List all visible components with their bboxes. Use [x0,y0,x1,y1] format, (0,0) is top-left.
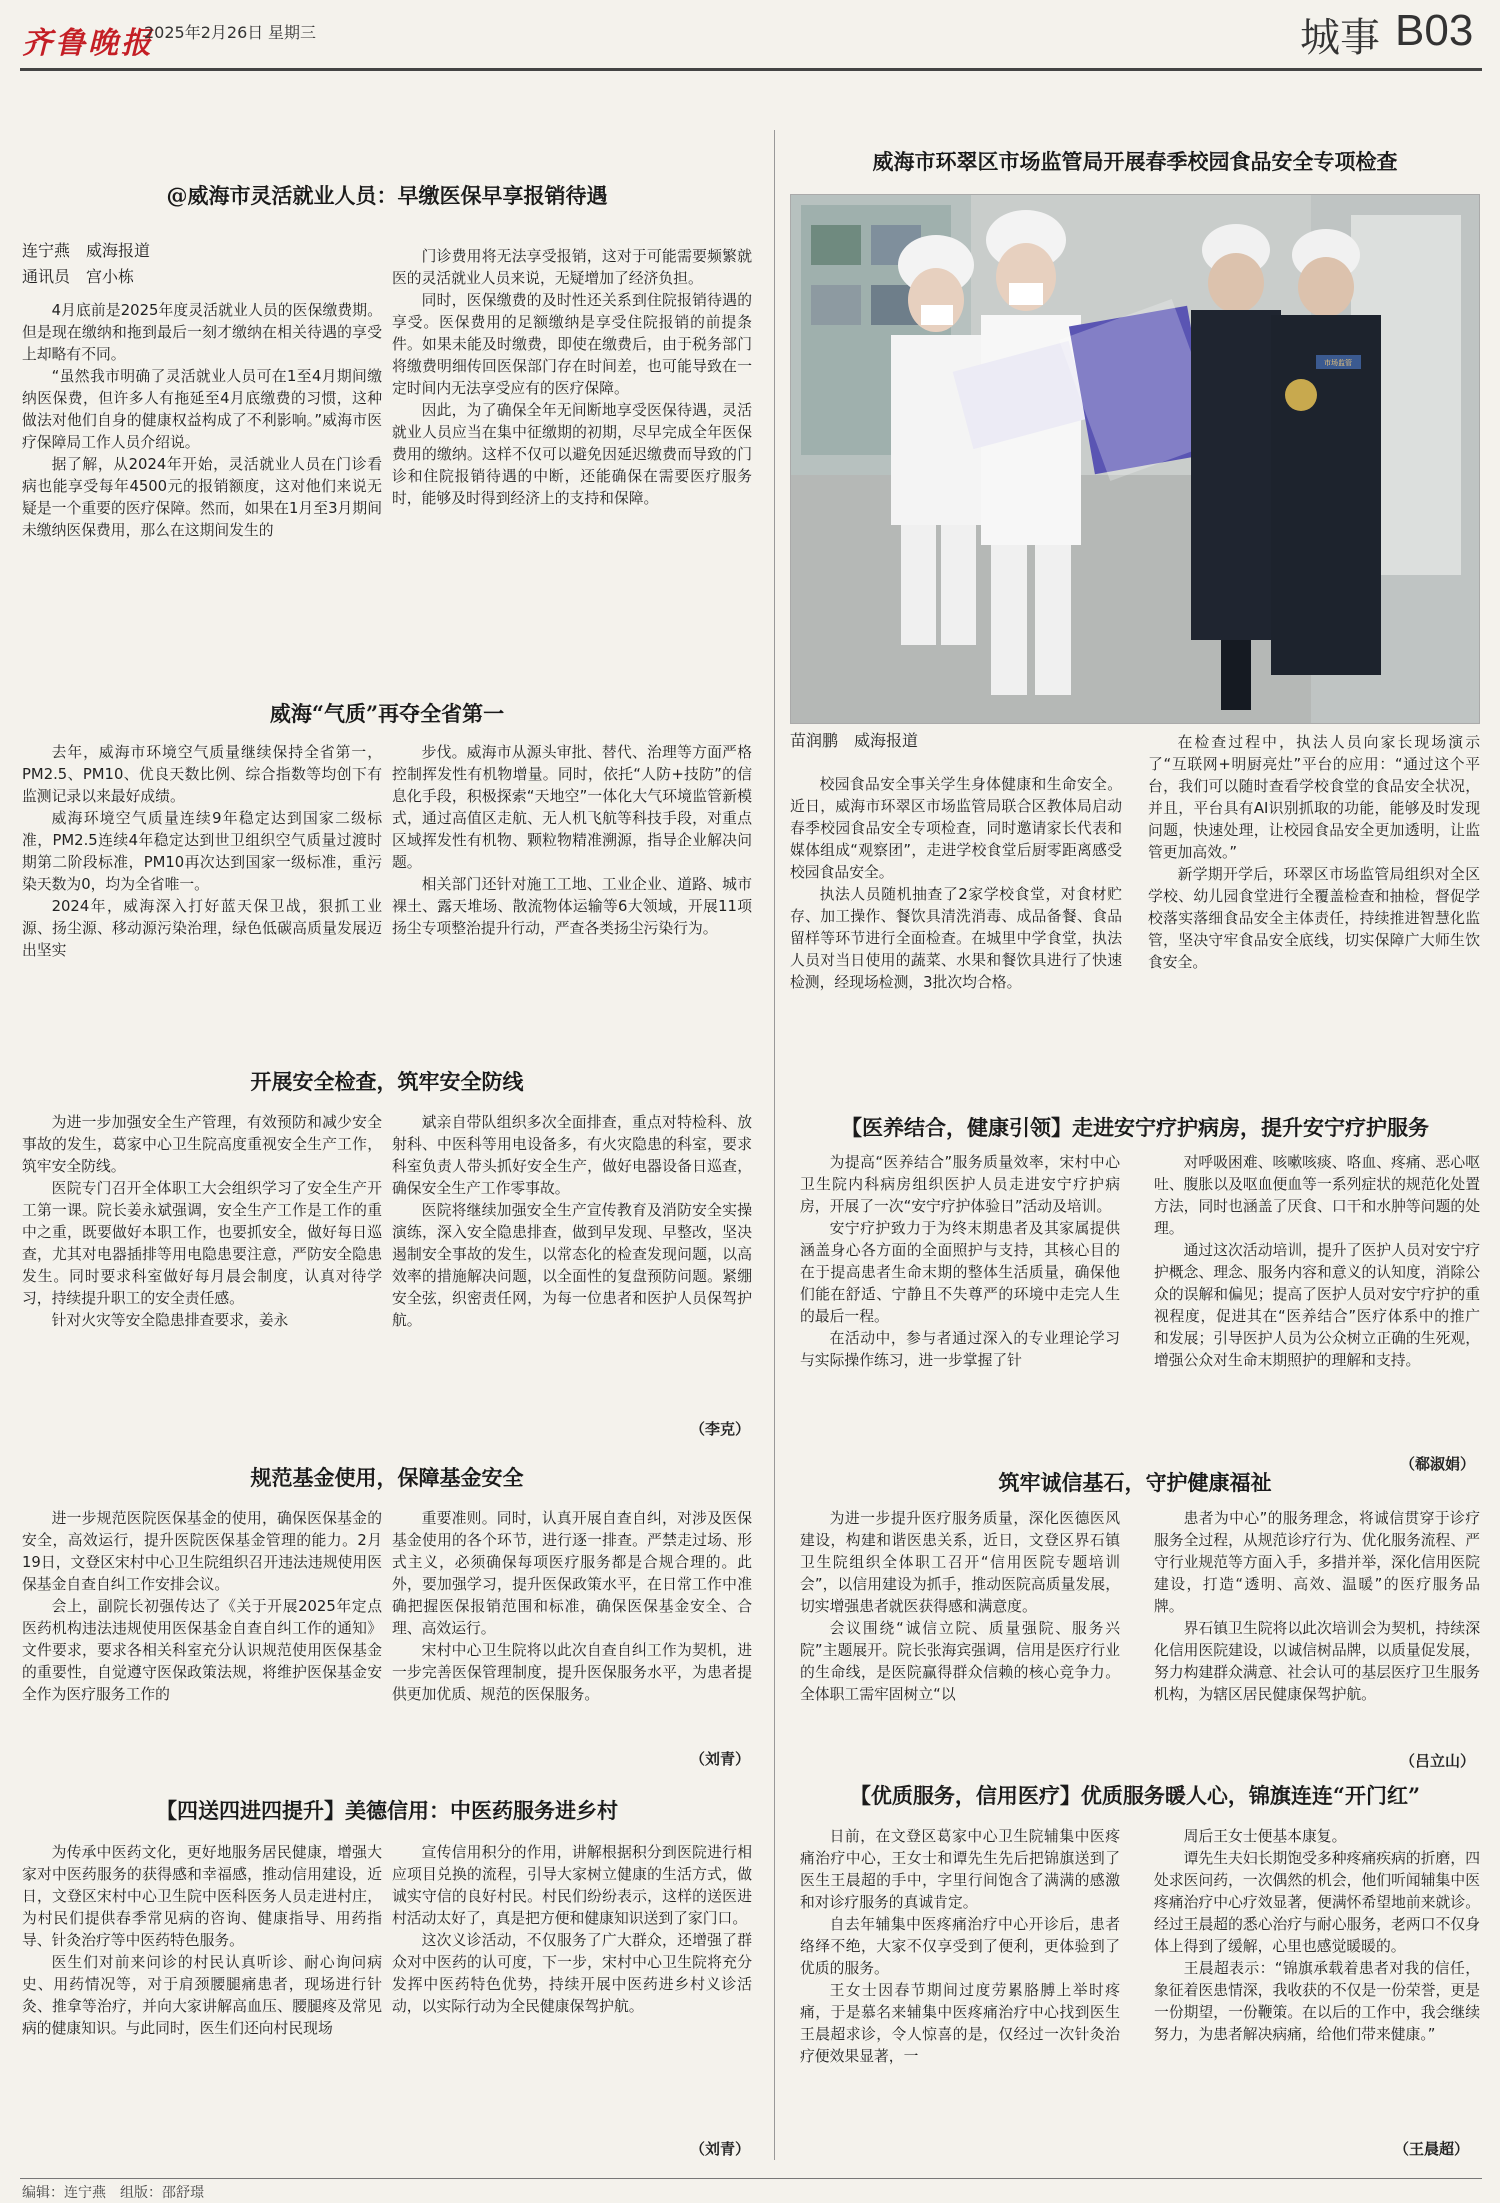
article-title: 【医养结合，健康引领】走进安宁疗护病房，提升安宁疗护服务 [841,1115,1429,1140]
article-signature: （李克） [690,1420,751,1438]
footer-credits: 编辑：连宁燕 组版：邵舒璟 [22,2185,204,2201]
article-column [392,742,752,1042]
paragraph: 会议围绕“诚信立院、质量强院、服务兴院”主题展开。院长张海宾强调，信用是医疗行业的生命线，是医院赢得群众信赖的核心竞争力。全体职工需牢固树立“以 [800,1620,1120,1703]
article-column [392,1508,752,1754]
article-signature: （刘青） [690,2140,751,2158]
paragraph: 为进一步提升医疗服务质量，深化医德医风建设，构建和谐医患关系，近日，文登区界石镇卫生院组织全体职工召开“信用医院专题培训会”，以信用建设为抓手，推动医院高质量发展，切实增强患者就医获得感和满意度。 [800,1510,1120,1615]
paragraph: “虽然我市明确了灵活就业人员可在1至4月期间缴纳医保费，但许多人有拖延至4月底缴费的习惯，这种做法对他们自身的健康权益构成了不利影响。”威海市医疗保障局工作人员介绍说。 [22,368,382,451]
article-column [392,246,752,640]
paragraph: 相关部门还针对施工工地、工业企业、道路、城市裸土、露天堆场、散流物体运输等6大领域，开展11项扬尘专项整治提升行动，严查各类扬尘污染行为。 [392,876,752,937]
article-signature: （王晨超） [1394,2140,1470,2158]
paragraph: 宋村中心卫生院将以此次自查自纠工作为契机，进一步完善医保管理制度，提升医保服务水平，为患者提供更加优质、规范的医保服务。 [392,1642,752,1703]
article-column [1148,732,1480,1062]
paragraph: 步伐。威海市从源头审批、替代、治理等方面严格控制挥发性有机物增量。同时，依托“人防+技防”的信息化手段，积极探索“天地空”一体化大气环境监管新模式，通过高值区走航、无人机飞航等科技手段，对重点区域挥发性有机物、颗粒物精准溯源，指导企业解决问题。 [392,744,752,871]
paragraph: 对呼吸困难、咳嗽咳痰、咯血、疼痛、恶心呕吐、腹胀以及呕血便血等一系列症状的规范化处置方法，同时也涵盖了厌食、口干和水肿等问题的处理。 [1154,1154,1480,1237]
byline-reporter: 苗润鹏 威海报道 [790,731,919,750]
paragraph: 去年，威海市环境空气质量继续保持全省第一，PM2.5、PM10、优良天数比例、综合指数等均创下有监测记录以来最好成绩。 [22,744,382,805]
article-title: 规范基金使用，保障基金安全 [250,1465,524,1490]
article-column [790,774,1122,1062]
paragraph: 日前，在文登区葛家中心卫生院辅集中医疼痛治疗中心，王女士和谭先生先后把锦旗送到了医生王晨超的手中，字里行间饱含了满满的感激和对诊疗服务的真诚肯定。 [800,1828,1120,1911]
paragraph: 王晨超表示：“锦旗承载着患者对我的信任，象征着医患情深，我收获的不仅是一份荣誉，更是一份期望，一份鞭策。在以后的工作中，我会继续努力，为患者解决病痛，给他们带来健康。” [1154,1960,1480,2043]
paragraph: 针对火灾等安全隐患排查要求，姜永 [51,1312,289,1329]
paragraph: 通过这次活动培训，提升了医护人员对安宁疗护概念、理念、服务内容和意义的认知度，消除公众的误解和偏见；提高了医护人员对安宁疗护的重视程度，促进其在“医养结合”医疗体系中的推广和发展；引导医护人员为公众树立正确的生死观，增强公众对生命末期照护的理解和支持。 [1154,1242,1480,1369]
paragraph: 界石镇卫生院将以此次培训会为契机，持续深化信用医院建设，以诚信树品牌，以质量促发展，努力构建群众满意、社会认可的基层医疗卫生服务机构，为辖区居民健康保驾护航。 [1154,1620,1480,1703]
article-column [1154,1826,1480,2138]
paragraph: 为传承中医药文化，更好地服务居民健康，增强大家对中医药服务的获得感和幸福感，推动信用建设，近日，文登区宋村中心卫生院中医科医务人员走进村庄，为村民们提供春季常见病的咨询、健康指导、用药指导、针灸治疗等中医药特色服务。 [22,1844,382,1949]
column-divider [774,130,775,2160]
paragraph: 周后王女士便基本康复。 [1183,1828,1347,1845]
paragraph: 这次义诊活动，不仅服务了广大群众，还增强了群众对中医药的认可度，下一步，宋村中心卫生院将充分发挥中医药特色优势，持续开展中医药进乡村义诊活动，以实际行动为全民健康保驾护航。 [392,1932,752,2015]
article-column [22,1842,382,2160]
paragraph: 威海环境空气质量连续9年稳定达到国家二级标准，PM2.5连续4年稳定达到世卫组织空气质量过渡时期第二阶段标准，PM10再次达到国家一级标准，重污染天数为0，均为全省唯一。 [22,810,382,893]
article-title: 【四送四进四提升】美德信用：中医药服务进乡村 [156,1798,618,1823]
article-column [800,1152,1120,1474]
article-column [800,1508,1120,1768]
article-title: 开展安全检查，筑牢安全防线 [250,1069,524,1094]
article-signature: （郗淑娟） [1400,1455,1476,1473]
badge-text: 市场监管 [1324,359,1352,367]
paragraph: 在检查过程中，执法人员向家长现场演示了“互联网+明厨亮灶”平台的应用：“通过这个平台，我们可以随时查看学校食堂的食品安全状况，并且，平台具有AI识别抓取的功能，能够及时发现问题，快速处理，让校园食品安全更加透明，让监管更加高效。” [1148,734,1480,861]
section-name: 城事 [1300,15,1380,61]
paragraph: 医院专门召开全体职工大会组织学习了安全生产开工第一课。院长姜永斌强调，安全生产工作是工作的重中之重，既要做好本职工作，也要抓安全，做好每日巡查，尤其对电器插排等用电隐患要注意，严防安全隐患发生。同时要求科室做好每月晨会制度，认真对待学习，持续提升职工的安全责任感。 [22,1180,382,1307]
paragraph: 2024年，威海深入打好蓝天保卫战，狠抓工业源、扬尘源、移动源污染治理，绿色低碳高质量发展迈出坚实 [22,898,382,959]
paragraph: 谭先生夫妇长期饱受多种疼痛疾病的折磨，四处求医问药，一次偶然的机会，他们听闻辅集中医疼痛治疗中心疗效显著，便满怀希望地前来就诊。经过王晨超的悉心治疗与耐心服务，老两口不仅身体上得到了缓解，心里也感觉暖暖的。 [1154,1850,1480,1955]
page-header [0,0,1500,70]
paragraph: 执法人员随机抽查了2家学校食堂，对食材贮存、加工操作、餐饮具清洗消毒、成品备餐、食品留样等环节进行全面检查。在城里中学食堂，执法人员对当日使用的蔬菜、水果和餐饮具进行了快速检测，经现场检测，3批次均合格。 [790,886,1122,991]
publication-weekday: 星期三 [268,23,317,42]
paragraph: 为提高“医养结合”服务质量效率，宋村中心卫生院内科病房组织医护人员走进安宁疗护病房，开展了一次“安宁疗护体验日”活动及培训。 [800,1154,1120,1215]
paragraph: 新学期开学后，环翠区市场监管局组织对全区学校、幼儿园食堂进行全覆盖检查和抽检，督促学校落实落细食品安全主体责任，持续推进智慧化监管，坚决守牢食品安全底线，切实保障广大师生饮食安全。 [1148,866,1480,971]
paragraph: 因此，为了确保全年无间断地享受医保待遇，灵活就业人员应当在集中征缴期的初期，尽早完成全年医保费用的缴纳。这样不仅可以避免因延迟缴费而导致的门诊和住院报销待遇的中断，还能确保在需要医疗服务时，能够及时得到经济上的支持和保障。 [392,402,752,507]
paragraph: 在活动中，参与者通过深入的专业理论学习与实际操作练习，进一步掌握了针 [800,1330,1120,1369]
article-column [392,1842,752,2138]
page-code: B03 [1395,6,1474,55]
article-column [1154,1508,1480,1754]
paragraph: 为进一步加强安全生产管理，有效预防和减少安全事故的发生，葛家中心卫生院高度重视安全生产工作，筑牢安全防线。 [22,1114,382,1175]
paragraph: 门诊费用将无法享受报销，这对于可能需要频繁就医的灵活就业人员来说，无疑增加了经济负担。 [392,248,752,287]
paragraph: 宣传信用积分的作用，讲解根据积分到医院进行相应项目兑换的流程，引导大家树立健康的生活方式，做诚实守信的良好村民。村民们纷纷表示，这样的送医进村活动太好了，真是把方便和健康知识送到了家门口。 [392,1844,752,1927]
header-rule [20,68,1482,71]
article-signature: （吕立山） [1400,1752,1476,1770]
paragraph: 患者为中心”的服务理念，将诚信贯穿于诊疗服务全过程，从规范诊疗行为、优化服务流程、严守行业规范等方面入手，多措并举，深化信用医院建设，打造“透明、高效、温暖”的医疗服务品牌。 [1154,1510,1480,1615]
byline-reporter: 连宁燕 威海报道 [22,241,151,260]
article-column [22,742,382,1042]
paragraph: 会上，副院长初强传达了《关于开展2025年定点医药机构违法违规使用医保基金自查自纠工作的通知》文件要求，要求各相关科室充分认识规范使用医保基金的重要性，自觉遵守医保政策法规，将维护医保基金安全作为医疗服务工作的 [22,1598,382,1703]
paragraph: 进一步规范医院医保基金的使用，确保医保基金的安全，高效运行，提升医院医保基金管理的能力。2月19日，文登区宋村中心卫生院组织召开违法违规使用医保基金自查自纠工作安排会议。 [22,1510,382,1593]
article-column [22,1508,382,1768]
paragraph: 王女士因春节期间过度劳累胳膊上举时疼痛，于是慕名来辅集中医疼痛治疗中心找到医生王晨超求诊，令人惊喜的是，仅经过一次针灸治疗便效果显著，一 [800,1982,1120,2065]
paragraph: 斌亲自带队组织多次全面排查，重点对特检科、放射科、中医科等用电设备多，有火灾隐患的科室，要求科室负责人带头抓好安全生产，做好电器设备日巡查，确保安全生产工作零事故。 [392,1114,752,1197]
paragraph: 校园食品安全事关学生身体健康和生命安全。近日，威海市环翠区市场监管局联合区教体局启动春季校园食品安全专项检查，同时邀请家长代表和媒体组成“观察团”，走进学校食堂后厨零距离感受校园食品安全。 [790,776,1122,881]
paragraph: 4月底前是2025年度灵活就业人员的医保缴费期。但是现在缴纳和拖到最后一刻才缴纳在相关待遇的享受上却略有不同。 [22,302,382,363]
article-column [392,1112,752,1422]
paragraph: 医院将继续加强安全生产宣传教育及消防安全实操演练，深入安全隐患排查，做到早发现、早整改，坚决遏制安全事故的发生，以常态化的检查发现问题，以高效率的措施解决问题，以全面性的复盘预防问题。紧绷安全弦，织密责任网，为每一位患者和医护人员保驾护航。 [392,1202,752,1329]
paragraph: 据了解，从2024年开始，灵活就业人员在门诊看病也能享受每年4500元的报销额度，这对他们来说无疑是一个重要的医疗保障。然而，如果在1月至3月期间未缴纳医保费用，那么在这期间发生的 [22,456,382,539]
photo-illustration [791,195,1480,724]
article-column [22,1112,382,1442]
footer-rule [20,2178,1482,2179]
article-column [22,300,382,640]
article-title: @威海市灵活就业人员：早缴医保早享报销待遇 [166,183,608,208]
article-title: 【优质服务，信用医疗】优质服务暖人心，锦旗连连“开门红” [849,1783,1421,1808]
paragraph: 同时，医保缴费的及时性还关系到住院报销待遇的享受。医保费用的足额缴纳是享受住院报销的前提条件。如果未能及时缴费，即使在缴费后，由于税务部门将缴费明细传回医保部门存在时间差，也可能导致在一定时间内无法享受应有的医疗保障。 [392,292,752,397]
news-photo [790,194,1480,724]
paragraph: 重要准则。同时，认真开展自查自纠，对涉及医保基金使用的各个环节，进行逐一排查。严禁走过场、形式主义，必须确保每项医疗服务都是合规合理的。此外，要加强学习，提升医保政策水平，在日常工作中准确把握医保报销范围和标准，确保医保基金安全、合理、高效运行。 [392,1510,752,1637]
masthead: 齐鲁晚报 [22,26,154,61]
article-column [800,1826,1120,2160]
paragraph: 安宁疗护致力于为终末期患者及其家属提供涵盖身心各方面的全面照护与支持，其核心目的在于提高患者生命末期的整体生活质量，确保他们能在舒适、宁静且不失尊严的环境中走完人生的最后一程。 [800,1220,1120,1325]
article-signature: （刘青） [690,1750,751,1768]
article-title: 威海“气质”再夺全省第一 [269,701,505,726]
paragraph: 自去年辅集中医疼痛治疗中心开诊后，患者络绎不绝，大家不仅享受到了便利，更体验到了优质的服务。 [800,1916,1120,1977]
article-column [1154,1152,1480,1454]
article-title: 威海市环翠区市场监管局开展春季校园食品安全专项检查 [872,149,1398,174]
paragraph: 医生们对前来问诊的村民认真听诊、耐心询问病史、用药情况等，对于肩颈腰腿痛患者，现场进行针灸、推拿等治疗，并向大家讲解高血压、腰腿疼及常见病的健康知识。与此同时，医生们还向村民现场 [22,1954,382,2037]
publication-date: 2025年2月26日 [144,23,264,42]
article-title: 筑牢诚信基石，守护健康福祉 [998,1470,1272,1495]
byline-correspondent: 通讯员 宫小栋 [22,267,135,286]
